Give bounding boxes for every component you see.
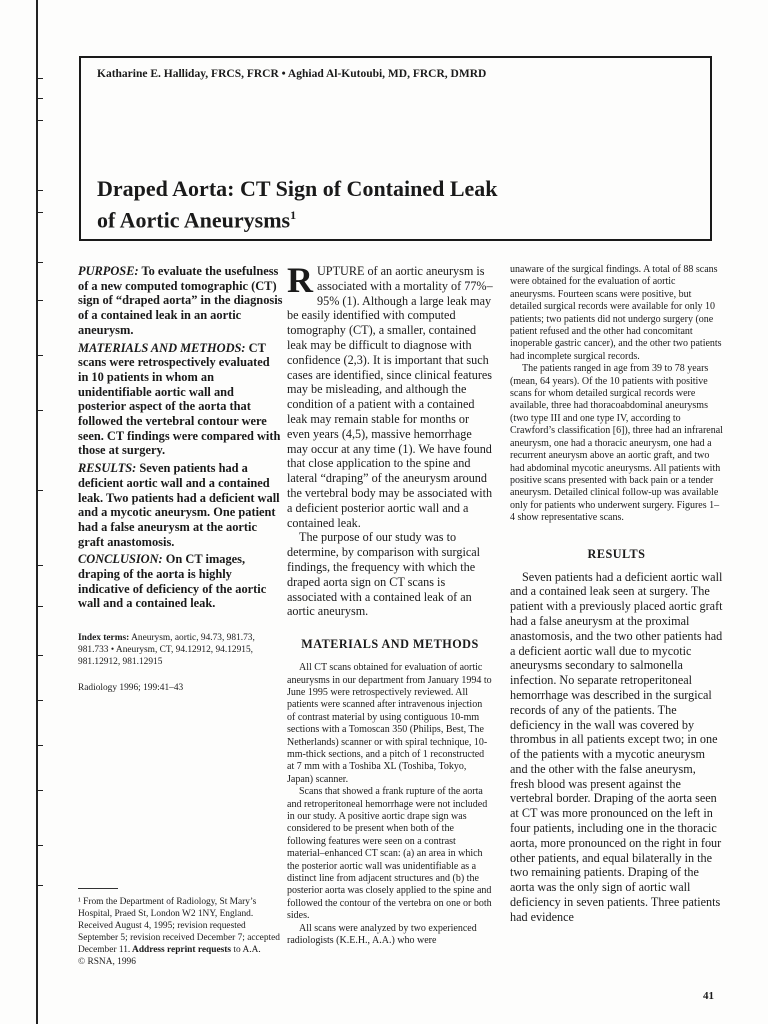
abstract-column [78, 264, 283, 694]
authors: Katharine E. Halliday, FRCS, FRCR • Aghiad Al-Kutoubi, MD, FRCR, DMRD [97, 68, 487, 80]
article-title [97, 176, 498, 233]
drop-cap: R [287, 260, 313, 300]
citation: Radiology 1996; 199:41–43 [78, 683, 184, 694]
page-number: 41 [703, 990, 714, 1002]
results-paragraph-1: Seven patients had a deficient aortic wall and a contained leak seen at surgery. The patient with a previously placed aortic graft had a false aneurysm at the proximal anastomosis, and the two other patients had a deficient aortic wall due to mycotic aneurysms secondary to salmonella infection. No separate retroperitoneal hemorrhage was described in the surgical records of any of the patients. The deficiency in the wall was covered by thrombus in all patients except two; in one of the patients with a mycotic aneurysm and the other with the false aneurysm, fresh blood was present against the vertebral border. Draping of the aorta seen at CT was more pronounced on the left in four patients, including one in the thoracic aorta, more pronounced on the right in four other patients, and equal bilaterally in the two remaining patients. Draping of the aorta was the only sign of aortic wall deficiency in seven patients. Three patients had evidence [510, 569, 723, 924]
margin-tick [36, 700, 43, 701]
methods-paragraph-1: All CT scans obtained for evaluation of aortic aneurysms in our department from January 1994 to June 1995 were retrospectively reviewed. All patients were scanned after intravenous injection of contrast material by using contiguous 10-mm sections with a Tomoscan 350 (Philips, Best, The Netherlands) scanner or with spiral technique, 10-mm-thick sections, and a pitch of 1 reconstructed at 7 mm with a Toshiba XL (Toshiba, Tokyo, Japan) scanner. [287, 662, 492, 785]
copyright: © RSNA, 1996 [78, 957, 136, 967]
margin-tick [36, 490, 43, 491]
margin-tick [36, 745, 43, 746]
margin-tick [36, 565, 43, 566]
margin-line [36, 0, 38, 1024]
title-line-2: of Aortic Aneurysms [97, 207, 291, 233]
body-column-2 [287, 260, 493, 947]
footnote-affiliation: ¹ From the Department of Radiology, St Mary’s Hospital, Praed St, London W2 1NY, England. Received August 4, 1995; revision requested September 5; revision received December 7; accepted December 11. Address reprint requests to A.A. [78, 897, 280, 955]
margin-tick [36, 120, 43, 121]
title-box [79, 56, 712, 241]
margin-tick [36, 410, 43, 411]
abstract-purpose: PURPOSE: To evaluate the usefulness of a new computed tomographic (CT) sign of “draped aorta” in the diagnosis of a contained leak in an aortic aneurysm. [78, 264, 283, 337]
methods-paragraph-2: Scans that showed a frank rupture of the aorta and retroperitoneal hemorrhage were not included in our study. A positive aortic drape sign was considered to be present when both of the following features were seen on a contrast material–enhanced CT scan: (a) an area in which the posterior aortic wall was unidentifiable as a distinct line from adjacent structures and (b) the posterior aorta was closely applied to the spine and followed the contour of the vertebra on one or both sides. [287, 786, 492, 922]
title-footnote-mark: 1 [290, 208, 297, 222]
margin-tick [36, 262, 43, 263]
abstract-conclusion: CONCLUSION: On CT images, draping of the aorta is highly indicative of deficiency of the aortic wall and a contained leak. [78, 552, 267, 611]
intro-paragraph-2: The purpose of our study was to determine, by comparison with surgical findings, the frequency with which the draped aorta sign on CT scans is associated with a contained leak of an aortic aneurysm. [287, 530, 481, 619]
margin-tick [36, 790, 43, 791]
margin-tick [36, 190, 43, 191]
results-heading: RESULTS [587, 546, 646, 561]
margin-tick [36, 606, 43, 607]
index-terms: Index terms: Aneurysm, aortic, 94.73, 981.73, 981.733 • Aneurysm, CT, 94.12912, 94.12915, 981.12912, 981.12915 [78, 633, 255, 668]
margin-tick [36, 300, 43, 301]
abstract-methods: MATERIALS AND METHODS: CT scans were retrospectively evaluated in 10 patients in whom an unidentifiable aortic wall and posterior aspect of the aorta that followed the vertebral contour were seen. CT findings were compared with those at surgery. [78, 340, 281, 458]
margin-tick [36, 355, 43, 356]
margin-tick [36, 885, 43, 886]
methods-heading: MATERIALS AND METHODS [301, 637, 479, 652]
margin-tick [36, 98, 43, 99]
margin-tick [36, 655, 43, 656]
body-column-3 [510, 264, 723, 925]
margin-tick [36, 845, 43, 846]
methods-paragraph-5: The patients ranged in age from 39 to 78 years (mean, 64 years). Of the 10 patients with positive scans for whom detailed surgical records were available, three had thoracoabdominal aneurysms (two type III and one type IV, according to Crawford’s classification [6]), three had an infrarenal aneurysm, one had a thoracic aneurysm, one had a recurrent aneurysm above an aortic graft, and two had abdominal mycotic aneurysms. All patients with positive scans presented with back pain or a tender aneurysm. Detailed clinical follow-up was available only for patients who underwent surgery. Figures 1–4 show representative scans. [510, 363, 723, 524]
margin-tick [36, 212, 43, 213]
abstract-results: RESULTS: Seven patients had a deficient aortic wall and a contained leak. Two patients had a deficient wall and a mycotic aneurysm. One patient had a false aneurysm at the aortic graft anastomosis. [78, 461, 280, 549]
footnote-rule [78, 888, 118, 889]
footnote [78, 896, 288, 968]
methods-paragraph-4: unaware of the surgical findings. A total of 88 scans were obtained for the evaluation of aortic aneurysms. Fourteen scans were positive, but detailed surgical records were available for only 10 patients; two patients did not undergo surgery (one patient refused and the other had concomitant inoperable gastric cancer), and the other two patients had incomplete surgical records. [510, 264, 722, 362]
methods-paragraph-3: All scans were analyzed by two experienced radiologists (K.E.H., A.A.) who were [287, 922, 477, 947]
intro-paragraph-1: RUPTURE of an aortic aneurysm is associated with a mortality of 77%–95% (1). Although a large leak may be easily identified with computed tomography (CT), a smaller, contained leak may be difficult to diagnose with confidence (2,3). It is important that such cases are identified, since clinical features may be misleading, and although the condition of a patient with a contained leak may remain stable for months or even years (4,5), massive hemorrhage may occur at any time (1). We have found that close application to the spine and lateral “draping” of the aneurysm around the vertebral body may be associated with a deficient posterior aortic wall and a contained leak. [287, 260, 493, 530]
margin-tick [36, 78, 43, 79]
title-line-1: Draped Aorta: CT Sign of Contained Leak [97, 176, 498, 201]
